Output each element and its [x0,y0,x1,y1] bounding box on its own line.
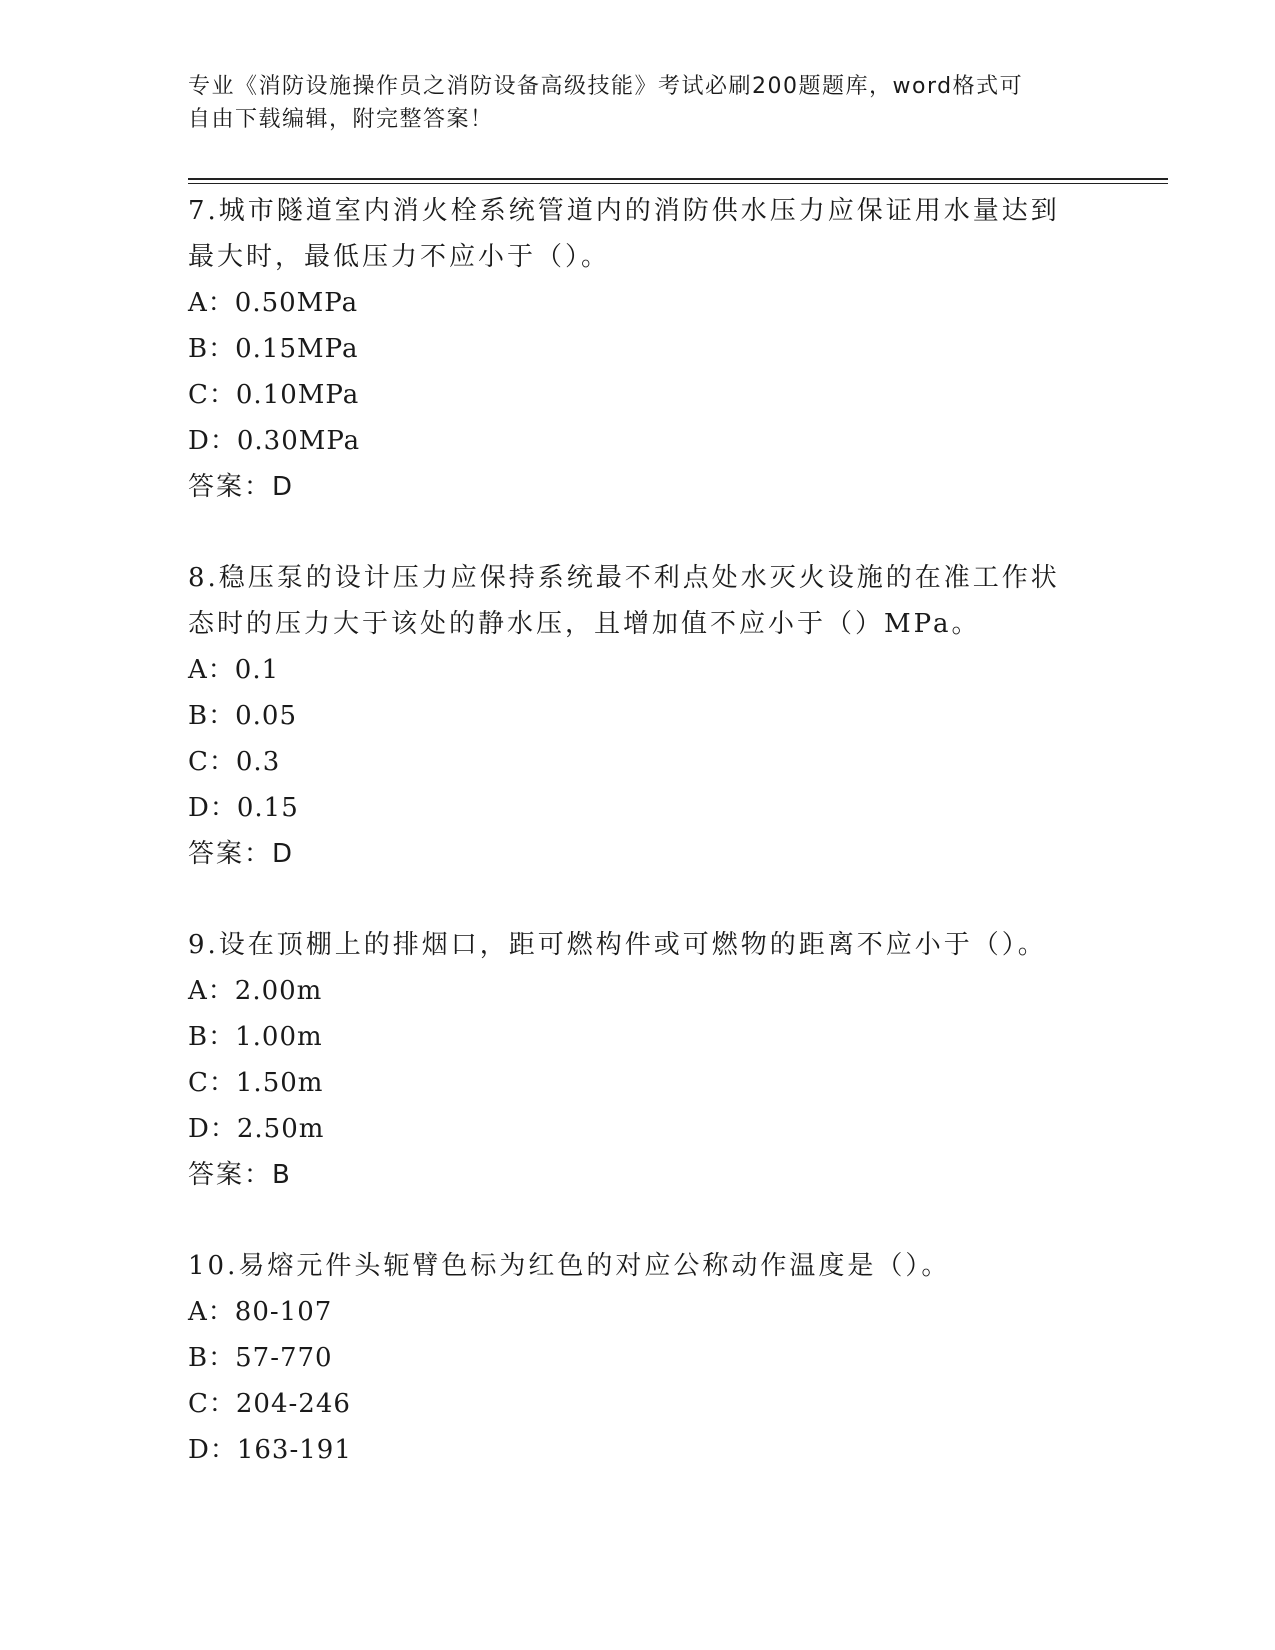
option-c: C：0.10MPa [188,380,360,410]
option-b: B：0.05 [188,701,297,731]
option-a: A：0.1 [188,655,280,685]
question-spacer [188,1198,1168,1243]
question-stem-line: 10.易熔元件头轭臂色标为红色的对应公称动作温度是（）。 [188,1251,951,1281]
header-line-1: 专业《消防设施操作员之消防设备高级技能》考试必刷200题题库，word格式可 [188,74,1024,99]
question-spacer [188,510,1168,555]
question-stem-line: 7.城市隧道室内消火栓系统管道内的消防供水压力应保证用水量达到 [188,196,1060,226]
question-list [188,188,1168,1473]
answer-label: 答案：D [188,472,295,502]
question-stem [188,188,1068,280]
option-a: A：2.00m [188,976,323,1006]
question-stem-line: 9.设在顶棚上的排烟口，距可燃构件或可燃物的距离不应小于（）。 [188,930,1047,960]
question-stem-line: 态时的压力大于该处的静水压，且增加值不应小于（）MPa。 [188,609,981,639]
question-9 [188,922,1168,1243]
question-stem-line: 8.稳压泵的设计压力应保持系统最不利点处水灭火设施的在准工作状 [188,563,1060,593]
question-stem-line: 最大时，最低压力不应小于（）。 [188,242,611,272]
header-line-2: 自由下载编辑，附完整答案！ [188,107,494,132]
question-stem [188,555,1068,647]
header-divider-thick [188,178,1168,180]
question-stem [188,922,1068,968]
option-d: D：163-191 [188,1435,352,1465]
question-7 [188,188,1168,555]
answer-label: 答案：B [188,1160,292,1190]
option-c: C：0.3 [188,747,281,777]
option-a: A：0.50MPa [188,288,359,318]
option-b: B：57-770 [188,1343,333,1373]
option-c: C：204-246 [188,1389,351,1419]
option-b: B：1.00m [188,1022,323,1052]
document-header [188,70,1058,136]
question-spacer [188,877,1168,922]
answer-label: 答案：D [188,839,295,869]
option-a: A：80-107 [188,1297,333,1327]
option-d: D：0.15 [188,793,299,823]
question-10 [188,1243,1168,1473]
option-c: C：1.50m [188,1068,324,1098]
option-b: B：0.15MPa [188,334,359,364]
option-d: D：2.50m [188,1114,325,1144]
option-d: D：0.30MPa [188,426,361,456]
question-8 [188,555,1168,922]
question-stem [188,1243,1068,1289]
header-divider-thin [188,183,1168,184]
